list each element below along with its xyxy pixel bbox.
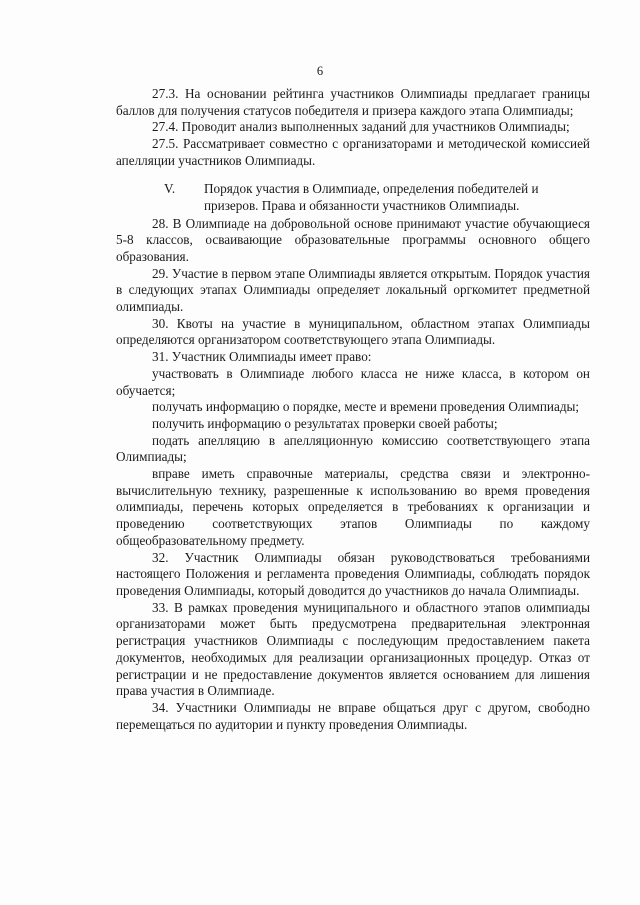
paragraph-28: 28. В Олимпиаде на добровольной основе принимают участие обучающиеся 5-8 классов, осваивающие образовательные программы основного общего образования. bbox=[116, 215, 590, 264]
paragraph-29: 29. Участие в первом этапе Олимпиады является открытым. Порядок участия в следующих этапах Олимпиады определяет локальный оргкомитет предметной олимпиады. bbox=[116, 265, 590, 315]
document-body bbox=[116, 86, 590, 733]
paragraph-31: 31. Участник Олимпиады имеет право: bbox=[152, 349, 372, 365]
paragraph-31-right-3: получить информацию о результатах проверки своей работы; bbox=[152, 415, 498, 431]
paragraph-27-3: 27.3. На основании рейтинга участников Олимпиады предлагает границы баллов для получения статусов победителя и призера каждого этапа Олимпиады; bbox=[116, 86, 590, 118]
section-number: V. bbox=[164, 180, 176, 196]
paragraph-33: 33. В рамках проведения муниципального и областного этапов олимпиады организаторами может быть предусмотрена предварительная электронная регистрация участников Олимпиады с последующим предоставлением пакета документов, необходимых для реализации организационных процедур. Отказ от регистрации и не предоставление документов является основанием для лишения права участия в Олимпиаде. bbox=[116, 599, 590, 699]
paragraph-27-5: 27.5. Рассматривает совместно с организаторами и методической комиссией апелляции участников Олимпиады. bbox=[116, 136, 590, 168]
paragraph-30: 30. Квоты на участие в муниципальном, областном этапах Олимпиады определяются организатором соответствующего этапа Олимпиады. bbox=[116, 315, 590, 348]
section-title-line2: призеров. Права и обязанности участников Олимпиады. bbox=[204, 197, 520, 213]
paragraph-31-right-4: подать апелляцию в апелляционную комиссию соответствующего этапа Олимпиады; bbox=[116, 432, 590, 465]
section-title-line1: Порядок участия в Олимпиаде, определения победителей и bbox=[204, 180, 539, 196]
paragraph-27-4: 27.4. Проводит анализ выполненных заданий для участников Олимпиады; bbox=[152, 119, 570, 135]
paragraph-32: 32. Участник Олимпиады обязан руководствоваться требованиями настоящего Положения и регламента проведения Олимпиады, соблюдать порядок проведения Олимпиады, который доводится до участников до начала Олимпиады. bbox=[116, 549, 590, 598]
paragraph-31-right-2: получать информацию о порядке, месте и времени проведения Олимпиады; bbox=[152, 399, 580, 415]
paragraph-31-right-1: участвовать в Олимпиаде любого класса не ниже класса, в котором он обучается; bbox=[116, 365, 590, 398]
page-number: 6 bbox=[316, 64, 324, 78]
paragraph-31-right-5: вправе иметь справочные материалы, средства связи и электронно-вычислительную технику, разрешенные к использованию во время проведения олимпиады, перечень которых определяется в требованиях к организации и проведению соответствующих этапов Олимпиады по каждому общеобразовательному предмету. bbox=[116, 466, 590, 548]
section-heading bbox=[116, 180, 590, 214]
paragraph-34: 34. Участники Олимпиады не вправе общаться друг с другом, свободно перемещаться по аудитории и пункту проведения Олимпиады. bbox=[116, 699, 590, 732]
